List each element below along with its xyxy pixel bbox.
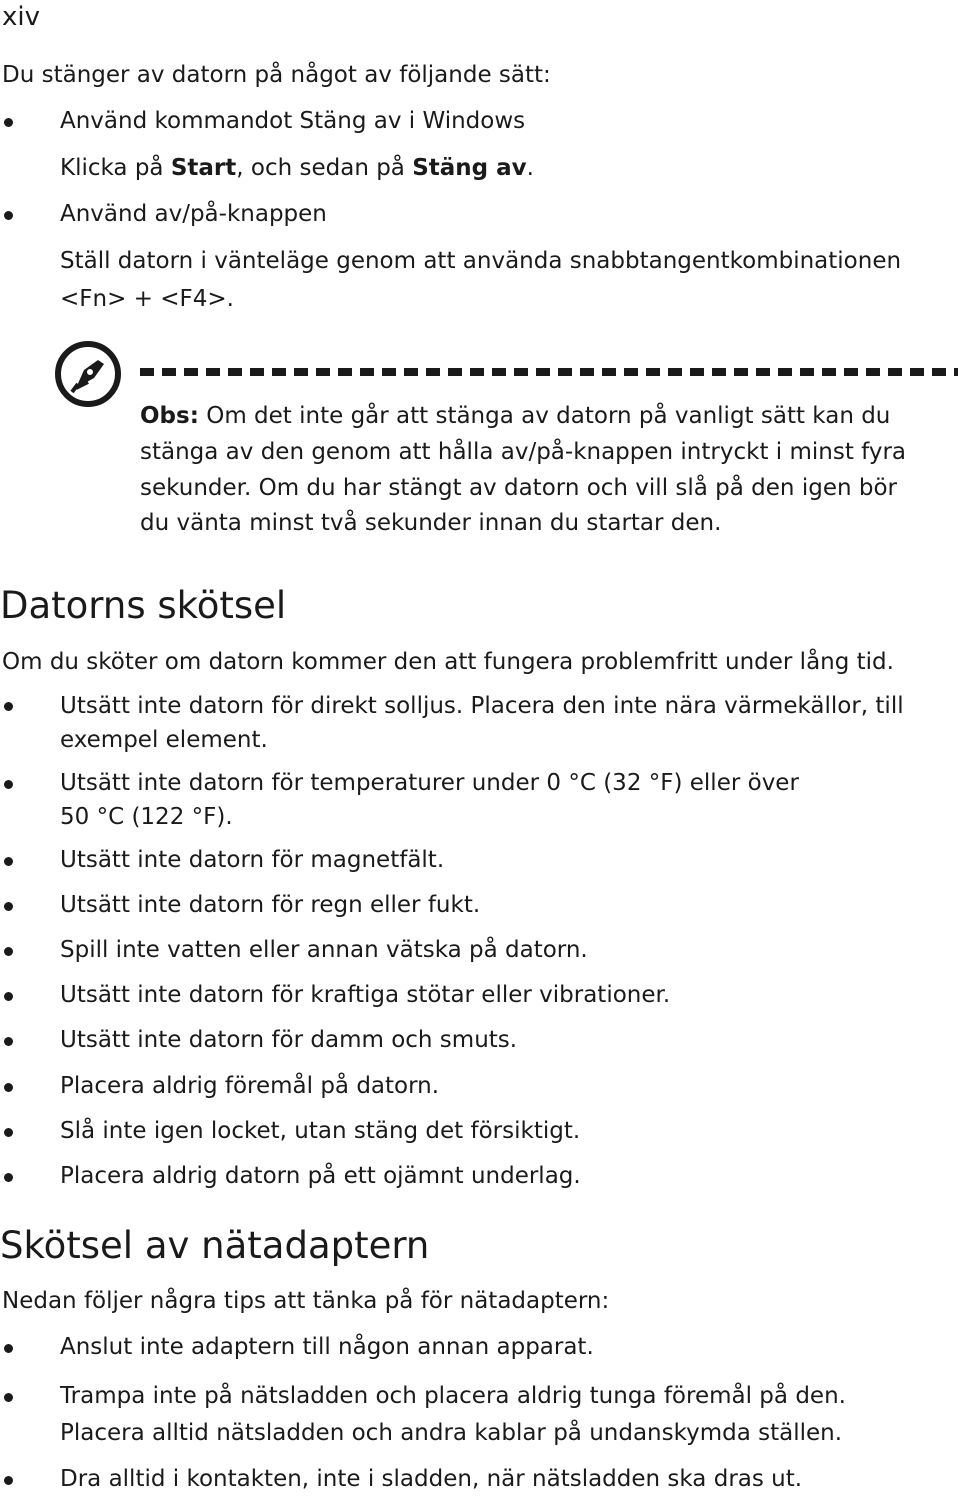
adapter-intro: Nedan följer några tips att tänka på för nätadaptern: xyxy=(2,1288,610,1314)
note-label: Obs: xyxy=(140,403,199,429)
bullet-icon xyxy=(4,1083,13,1092)
care-item-1-line-2: exempel element. xyxy=(60,727,268,753)
adapter-item-2-line-1: Trampa inte på nätsladden och placera aldrig tunga föremål på den. xyxy=(60,1383,846,1409)
care-item-6: Utsätt inte datorn för kraftiga stötar eller vibrationer. xyxy=(60,982,671,1008)
note-divider xyxy=(140,368,958,376)
adapter-item-3: Dra alltid i kontakten, inte i sladden, när nätsladden ska dras ut. xyxy=(60,1466,803,1492)
note-line-4: du vänta minst två sekunder innan du startar den. xyxy=(140,510,722,536)
shutdown-option-windows-detail: Klicka på Start, och sedan på Stäng av. xyxy=(60,155,534,181)
note-line-3: sekunder. Om du har stängt av datorn och vill slå på den igen bör xyxy=(140,475,897,501)
stang-av-label: Stäng av xyxy=(412,155,527,181)
bullet-icon xyxy=(4,211,13,220)
shutdown-option-power-detail-2: <Fn> + <F4>. xyxy=(60,286,234,312)
bullet-icon xyxy=(4,947,13,956)
bullet-icon xyxy=(4,992,13,1001)
page-number: xiv xyxy=(2,2,40,32)
bullet-icon xyxy=(4,1173,13,1182)
shutdown-intro: Du stänger av datorn på något av följande sätt: xyxy=(2,62,551,88)
bullet-icon xyxy=(4,118,13,127)
adapter-item-2-line-2: Placera alltid nätsladden och andra kablar på undanskymda ställen. xyxy=(60,1420,843,1446)
bullet-icon xyxy=(4,702,13,711)
shutdown-option-power-detail-1: Ställ datorn i vänteläge genom att använda snabbtangentkombinationen xyxy=(60,248,902,274)
start-label: Start xyxy=(170,155,237,181)
care-item-5: Spill inte vatten eller annan vätska på datorn. xyxy=(60,937,588,963)
care-item-4: Utsätt inte datorn för regn eller fukt. xyxy=(60,892,481,918)
adapter-heading: Skötsel av nätadaptern xyxy=(0,1224,430,1267)
note-line-1: Obs: Om det inte går att stänga av datorn på vanligt sätt kan du xyxy=(140,403,891,429)
bullet-icon xyxy=(4,1393,13,1402)
care-item-10: Placera aldrig datorn på ett ojämnt underlag. xyxy=(60,1163,581,1189)
shutdown-option-windows: Använd kommandot Stäng av i Windows xyxy=(60,108,526,134)
care-item-3: Utsätt inte datorn för magnetfält. xyxy=(60,847,445,873)
shutdown-option-power-button: Använd av/på-knappen xyxy=(60,201,327,227)
bullet-icon xyxy=(4,902,13,911)
bullet-icon xyxy=(4,1476,13,1485)
bullet-icon xyxy=(4,1037,13,1046)
adapter-item-1: Anslut inte adaptern till någon annan apparat. xyxy=(60,1334,594,1360)
bullet-icon xyxy=(4,1344,13,1353)
care-item-2-line-2: 50 °C (122 °F). xyxy=(60,804,233,830)
care-item-1-line-1: Utsätt inte datorn för direkt solljus. Placera den inte nära värmekällor, till xyxy=(60,693,904,719)
bullet-icon xyxy=(4,857,13,866)
care-item-8: Placera aldrig föremål på datorn. xyxy=(60,1073,440,1099)
note-line-2: stänga av den genom att hålla av/på-knappen intryckt i minst fyra xyxy=(140,439,907,465)
care-intro: Om du sköter om datorn kommer den att fungera problemfritt under lång tid. xyxy=(2,649,894,675)
care-item-2-line-1: Utsätt inte datorn för temperaturer under 0 °C (32 °F) eller över xyxy=(60,770,799,796)
care-heading: Datorns skötsel xyxy=(0,584,287,627)
care-item-9: Slå inte igen locket, utan stäng det försiktigt. xyxy=(60,1118,581,1144)
care-item-7: Utsätt inte datorn för damm och smuts. xyxy=(60,1027,518,1053)
note-pen-icon xyxy=(54,340,122,408)
bullet-icon xyxy=(4,780,13,789)
bullet-icon xyxy=(4,1128,13,1137)
